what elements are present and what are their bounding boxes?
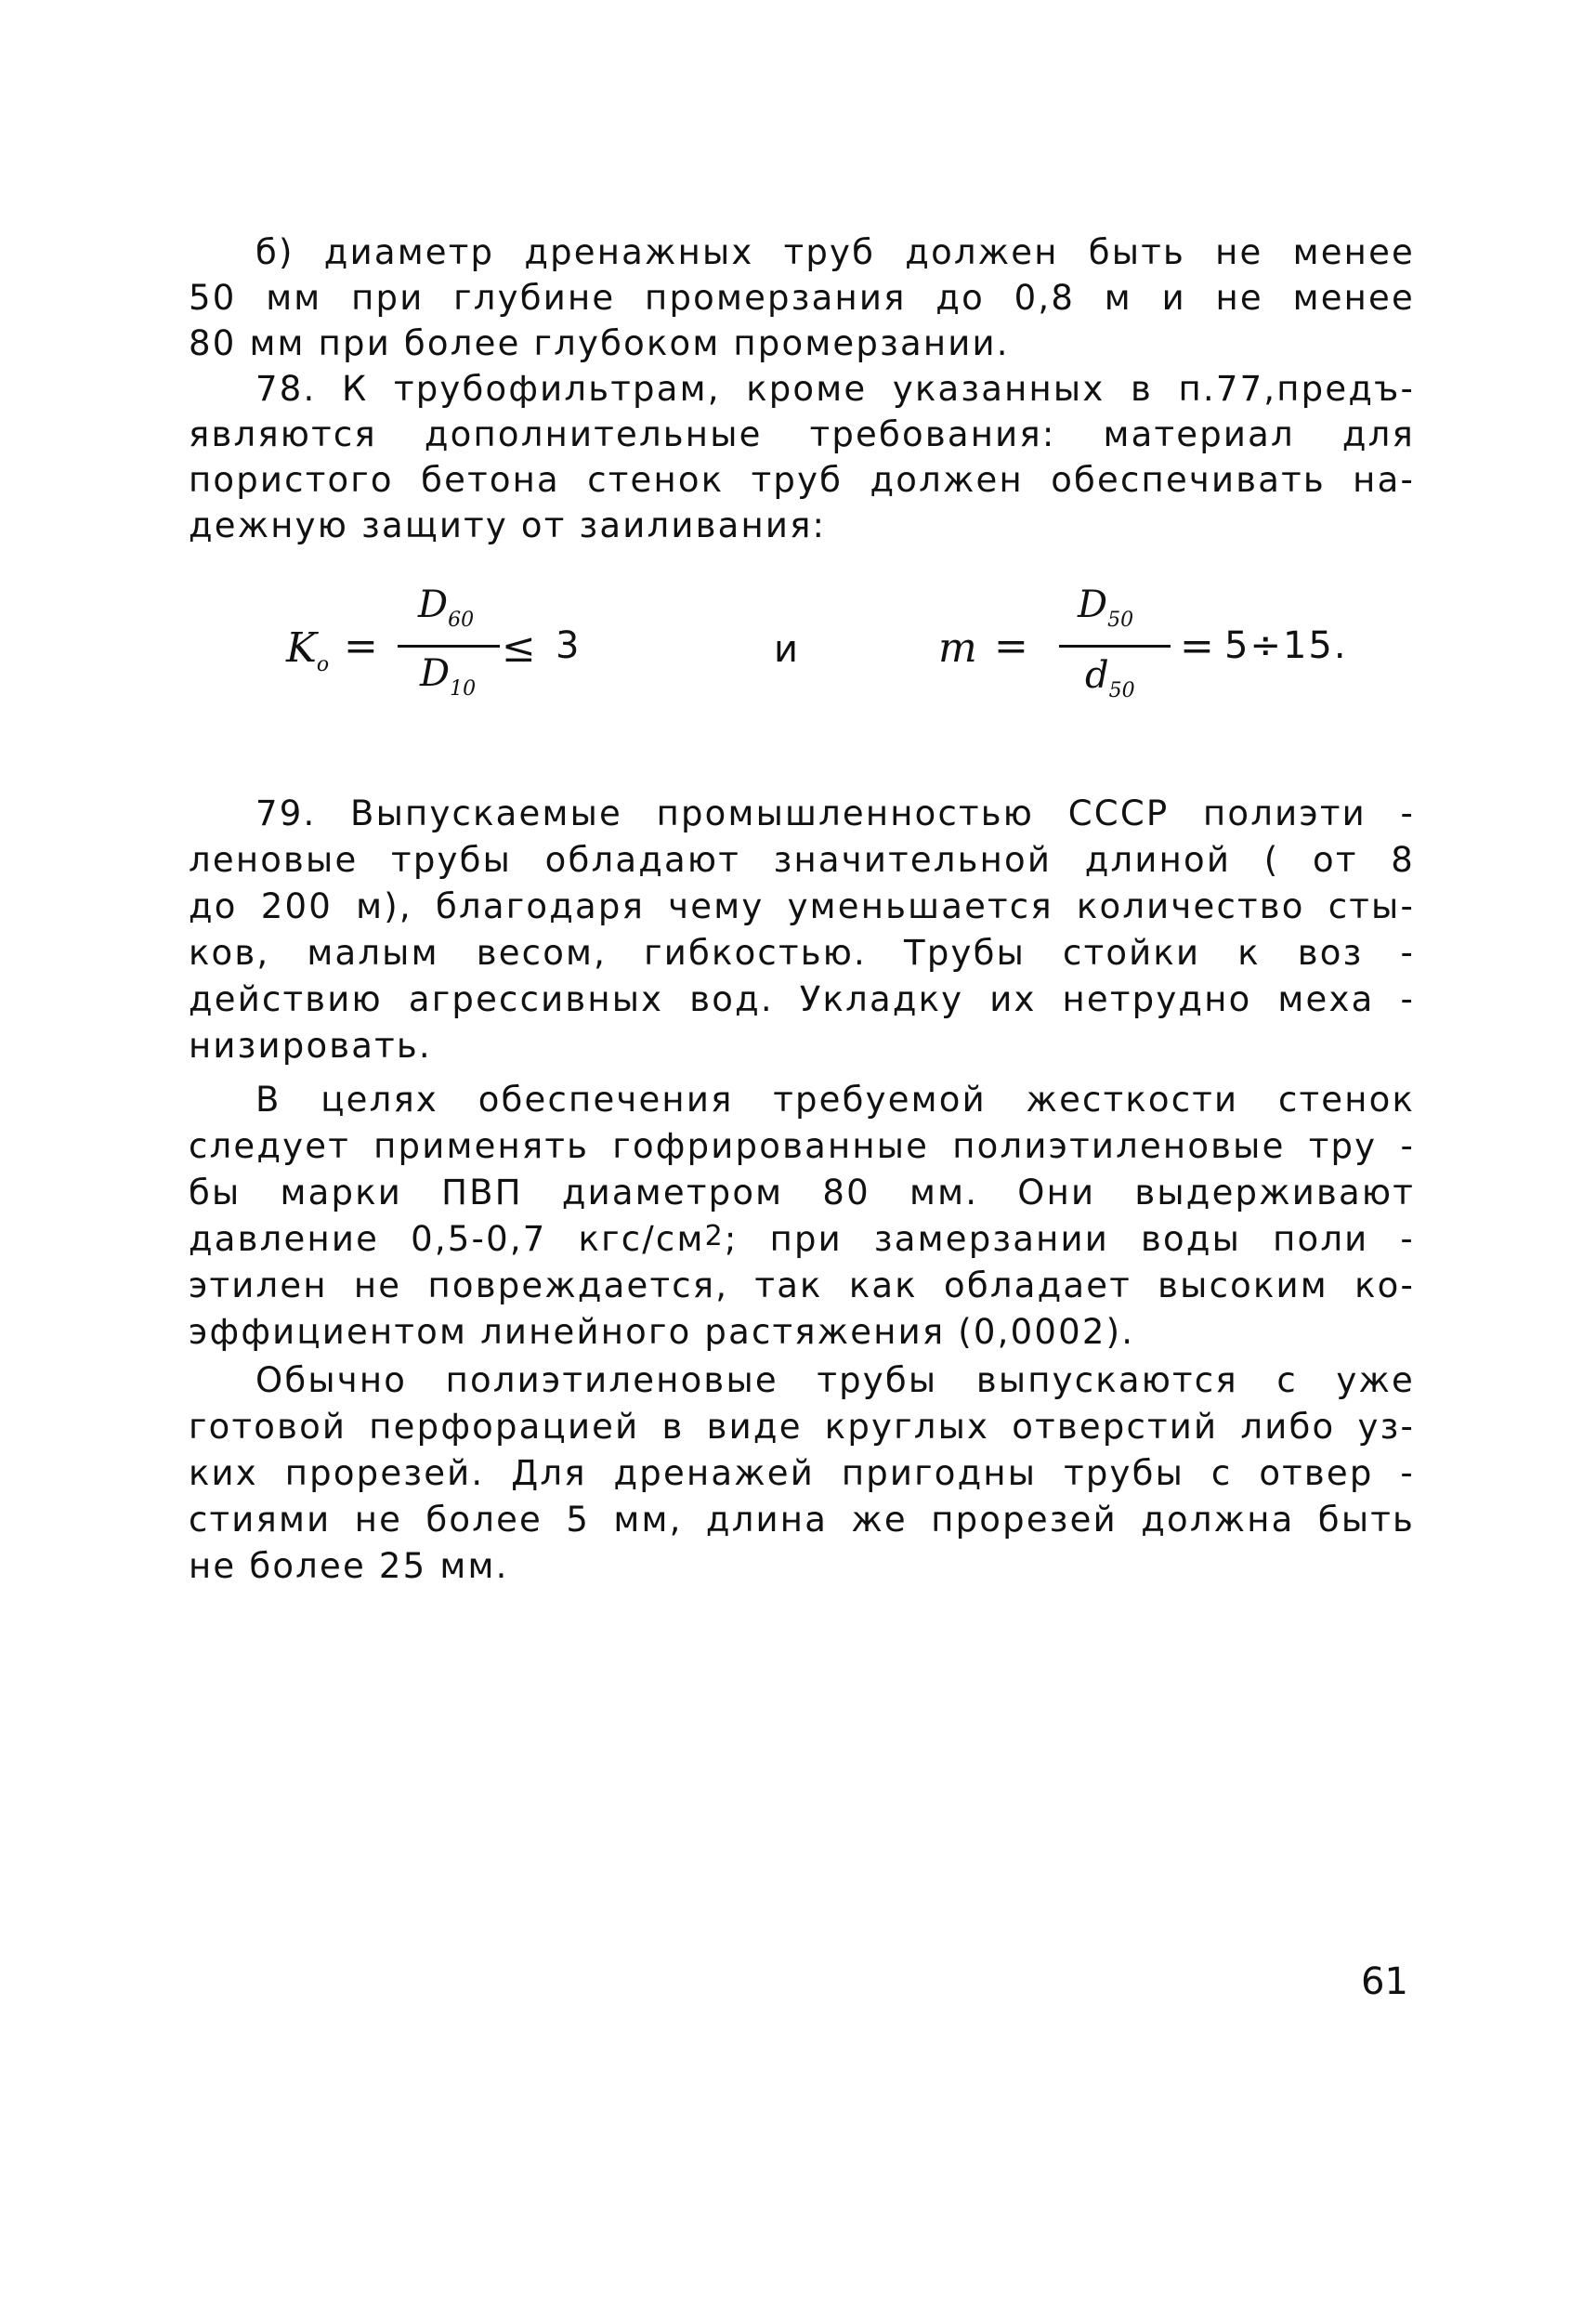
paragraph-stiffness-pressure-line (189, 1217, 1415, 1262)
den1-symbol: D (420, 652, 451, 695)
fraction-1-bar (398, 645, 500, 648)
k-subscript: o (316, 653, 330, 676)
fraction-2-numerator (1078, 583, 1134, 632)
fraction-1-denominator (420, 652, 477, 701)
pressure-text-rest: ; при замерзании воды поли - (724, 1219, 1415, 1259)
paragraph-stiffness-line: этилен не повреждается, так как обладает высоким ко- (189, 1265, 1415, 1305)
paragraph-b-line: 50 мм при глубине промерзания до 0,8 м и не менее (189, 278, 1415, 318)
paragraph-78-line: 78. К трубофильтрам, кроме указанных в п.77,предъ- (255, 369, 1415, 409)
page-number: 61 (1361, 1960, 1408, 2003)
k-symbol: K (286, 624, 317, 672)
paragraph-b-line: 80 мм при более глубоком промерзании. (189, 323, 1010, 363)
fraction-1-numerator (418, 583, 475, 632)
value-3: 3 (556, 624, 582, 667)
num1-symbol: D (418, 583, 449, 626)
paragraph-b-line: б) диаметр дренажных труб должен быть не менее (255, 232, 1415, 272)
squared-superscript: 2 (704, 1220, 725, 1252)
den2-symbol: d (1085, 654, 1109, 697)
less-or-equal-sign: ≤ (502, 624, 536, 672)
equals-sign: = (344, 623, 378, 670)
paragraph-stiffness-line: В целях обеспечения требуемой жесткости стенок (255, 1080, 1415, 1120)
paragraph-perforation-line: не более 25 мм. (189, 1546, 509, 1586)
num2-subscript: 50 (1107, 609, 1134, 632)
num1-subscript: 60 (448, 609, 475, 632)
paragraph-78-line: пористого бетона стенок труб должен обеспечивать на- (189, 460, 1415, 500)
paragraph-79-line: 79. Выпускаемые промышленностью СССР полиэти - (255, 793, 1415, 833)
paragraph-79-line: леновые трубы обладают значительной длиной ( от 8 (189, 840, 1415, 880)
value-range: 5÷15. (1224, 624, 1348, 667)
fraction-2-denominator (1085, 654, 1135, 702)
paragraph-perforation-line: готовой перфорацией в виде круглых отверстий либо уз- (189, 1407, 1415, 1447)
paragraph-79-line: до 200 м), благодаря чему уменьшается количество сты- (189, 886, 1415, 926)
equals-sign: = (994, 623, 1028, 670)
k-coefficient (286, 624, 330, 676)
conjunction-and: и (774, 628, 800, 671)
paragraph-stiffness-line: эффициентом линейного растяжения (0,0002). (189, 1312, 1135, 1352)
paragraph-78-line: являются дополнительные требования: материал для (189, 414, 1415, 454)
den2-subscript: 50 (1108, 679, 1135, 702)
den1-subscript: 10 (450, 677, 477, 701)
num2-symbol: D (1078, 583, 1108, 626)
paragraph-79-line: низировать. (189, 1026, 432, 1066)
paragraph-perforation-line: ких прорезей. Для дренажей пригодны трубы с отвер - (189, 1453, 1415, 1493)
paragraph-stiffness-line: следует применять гофрированные полиэтиленовые тру - (189, 1126, 1415, 1166)
pressure-text: давление 0,5-0,7 кгс/см (189, 1219, 705, 1259)
formula-block (186, 576, 1412, 725)
equals-sign: = (1180, 623, 1214, 670)
paragraph-79-line: ков, малым весом, гибкостью. Трубы стойки к воз - (189, 933, 1415, 973)
paragraph-perforation-line: стиями не более 5 мм, длина же прорезей должна быть (189, 1500, 1415, 1540)
paragraph-78-line: дежную защиту от заиливания: (189, 505, 827, 545)
paragraph-stiffness-line: бы марки ПВП диаметром 80 мм. Они выдерживают (189, 1173, 1415, 1212)
fraction-2-bar (1059, 645, 1171, 648)
paragraph-perforation-line: Обычно полиэтиленовые трубы выпускаются с уже (255, 1360, 1415, 1400)
m-symbol: m (938, 624, 977, 672)
paragraph-79-line: действию агрессивных вод. Укладку их нетрудно меха - (189, 979, 1415, 1019)
